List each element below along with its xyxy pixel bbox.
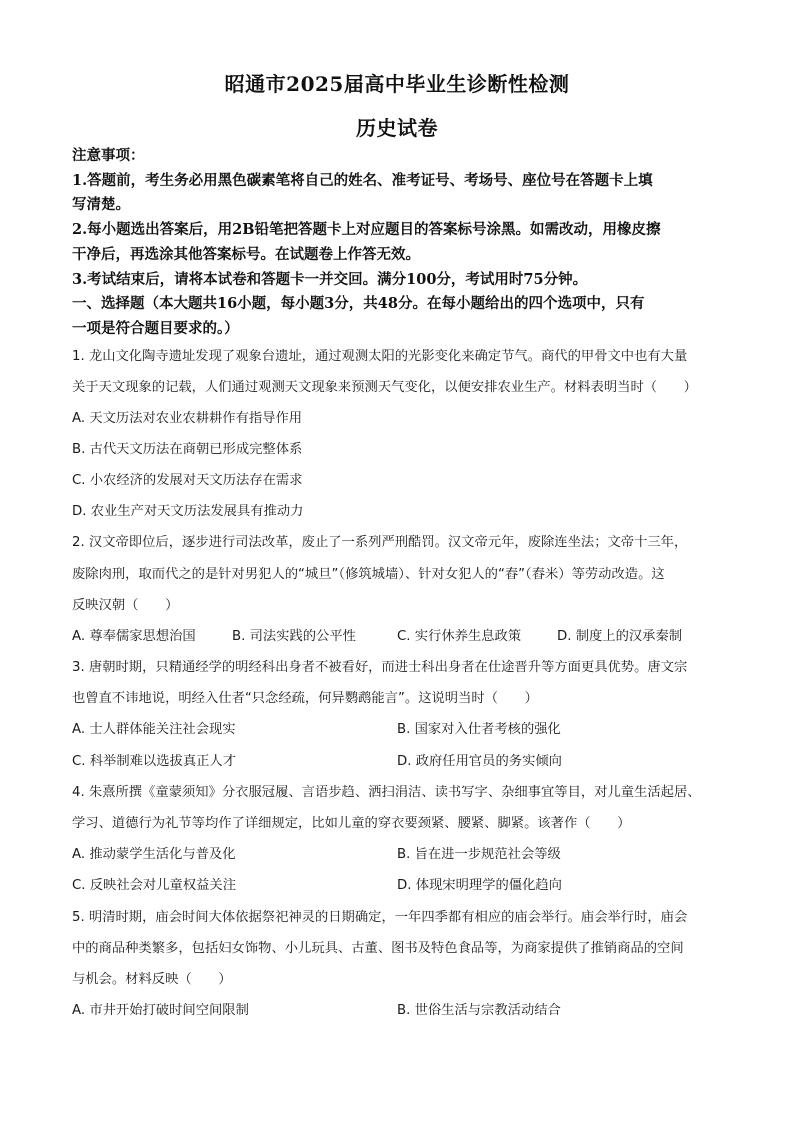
question-4-option-b[interactable]: B. 旨在进一步规范社会等级 — [397, 847, 561, 862]
section-heading: 一、选择题（本大题共16小题，每小题3分，共48分。在每小题给出的四个选项中，只有 — [72, 295, 645, 312]
question-5-option-a[interactable]: A. 市井开始打破时间空间限制 — [72, 1003, 249, 1018]
question-3-stem: 3. 唐朝时期，只精通经学的明经科出身者不被看好，而进士科出身者在仕途晋升等方面更具优势。唐文宗 — [72, 660, 688, 675]
question-2-stem: 反映汉朝（ ） — [72, 598, 179, 613]
question-2-stem: 2. 汉文帝即位后，逐步进行司法改革，废止了一系列严刑酷罚。汉文帝元年，废除连坐法；文帝十三年， — [72, 535, 688, 550]
question-2-option-a[interactable]: A. 尊奉儒家思想治国 — [72, 629, 196, 644]
question-3-option-c[interactable]: C. 科举制难以选拔真正人才 — [72, 754, 237, 769]
exam-title: 昭通市2025届高中毕业生诊断性检测 — [224, 72, 570, 96]
question-4-option-d[interactable]: D. 体现宋明理学的僵化趋向 — [397, 878, 562, 893]
question-5-stem: 中的商品种类繁多，包括妇女饰物、小儿玩具、古董、图书及特色食品等，为商家提供了推销商品的空间 — [72, 941, 684, 956]
section-heading: 一项是符合题目要求的。） — [72, 320, 239, 337]
notice-line: 2.每小题选出答案后，用2B铅笔把答题卡上对应题目的答案标号涂黑。如需改动，用橡皮擦 — [72, 221, 661, 238]
question-3-option-a[interactable]: A. 士人群体能关注社会现实 — [72, 722, 236, 737]
question-1-option-b[interactable]: B. 古代天文历法在商朝已形成完整体系 — [72, 442, 303, 457]
question-5-option-b[interactable]: B. 世俗生活与宗教活动结合 — [397, 1003, 561, 1018]
question-4-stem: 4. 朱熹所撰《童蒙须知》分衣服冠履、言语步趋、洒扫涓洁、读书写字、杂细事宜等目，对儿童生活起居、 — [72, 785, 701, 800]
question-3-option-b[interactable]: B. 国家对入仕者考核的强化 — [397, 722, 561, 737]
question-1-option-c[interactable]: C. 小农经济的发展对天文历法存在需求 — [72, 473, 303, 488]
question-1-stem: 1. 龙山文化陶寺遗址发现了观象台遗址，通过观测太阳的光影变化来确定节气。商代的甲骨文中也有大量 — [72, 349, 688, 364]
question-1-option-a[interactable]: A. 天文历法对农业农耕耕作有指导作用 — [72, 411, 303, 426]
question-2-stem: 废除肉刑，取而代之的是针对男犯人的“城旦”（修筑城墙）、针对女犯人的“舂”（舂米）等劳动改造。这 — [72, 567, 665, 582]
question-2-option-d[interactable]: D. 制度上的汉承秦制 — [557, 629, 683, 644]
question-5-stem: 5. 明清时期，庙会时间大体依据祭祀神灵的日期确定，一年四季都有相应的庙会举行。庙会举行时，庙会 — [72, 910, 688, 925]
exam-subtitle: 历史试卷 — [356, 116, 438, 140]
question-4-option-c[interactable]: C. 反映社会对儿童权益关注 — [72, 878, 237, 893]
question-1-option-d[interactable]: D. 农业生产对天文历法发展具有推动力 — [72, 504, 304, 519]
question-3-option-d[interactable]: D. 政府任用官员的务实倾向 — [397, 754, 562, 769]
notice-heading: 注意事项： — [72, 147, 145, 164]
question-5-stem: 与机会。材料反映（ ） — [72, 972, 232, 987]
question-2-option-b[interactable]: B. 司法实践的公平性 — [232, 629, 356, 644]
question-2-option-c[interactable]: C. 实行休养生息政策 — [397, 629, 522, 644]
question-3-stem: 也曾直不讳地说，明经入仕者“只念经疏，何异鹦鹉能言”。这说明当时（ ） — [72, 691, 538, 706]
notice-line: 3.考试结束后，请将本试卷和答题卡一并交回。满分100分，考试用时75分钟。 — [72, 271, 588, 288]
question-4-option-a[interactable]: A. 推动蒙学生活化与普及化 — [72, 847, 236, 862]
notice-line: 写清楚。 — [72, 196, 130, 213]
question-1-stem: 关于天文现象的记载，人们通过观测天文现象来预测天气变化，以便安排农业生产。材料表明当时（ ） — [72, 380, 697, 395]
question-4-stem: 学习、道德行为礼节等均作了详细规定，比如儿童的穿衣要颈紧、腰紧、脚紧。该著作（ ） — [72, 816, 631, 831]
notice-line: 1.答题前，考生务必用黑色碳素笔将自己的姓名、准考证号、考场号、座位号在答题卡上填 — [72, 172, 653, 189]
notice-line: 干净后，再选涂其他答案标号。在试题卷上作答无效。 — [72, 246, 420, 263]
